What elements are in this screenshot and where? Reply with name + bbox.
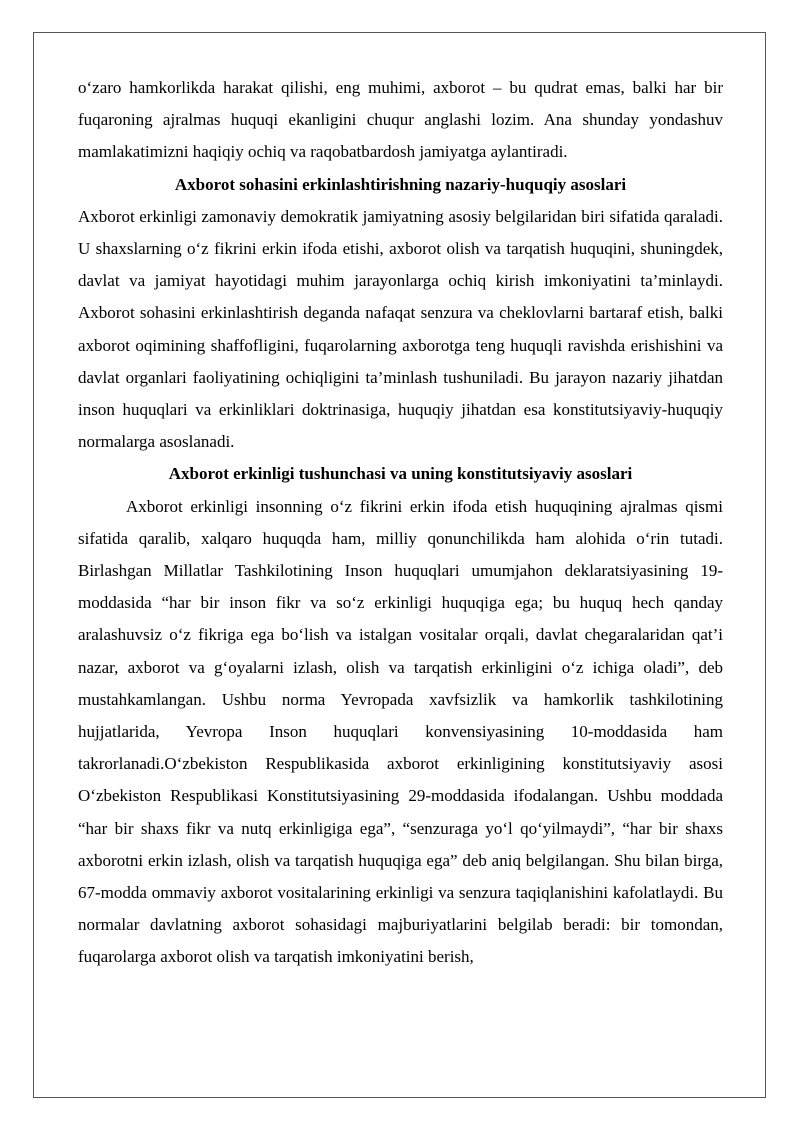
paragraph-continuation: o‘zaro hamkorlikda harakat qilishi, eng muhimi, axborot – bu qudrat emas, balki har bir fuqaroning ajralmas huquqi ekanligini chuqur anglashi lozim. Ana shunday yondashuv mamlakatimizni haqiqiy ochiq va raqobatbardosh jamiyatga aylantiradi. (78, 78, 723, 162)
paragraph-section-intro: Axborot erkinligi zamonaviy demokratik jamiyatning asosiy belgilaridan biri sifatida qaraladi. U shaxslarning o‘z fikrini erkin ifoda etishi, axborot olish va tarqatish huquqini, shuningdek, davlat va jamiyat hayotidagi muhim jarayonlarga ochiq kirish imkoniyatini ta’minlaydi. Axborot sohasini erkinlashtirish deganda nafaqat senzura va cheklovlarni bartaraf etish, balki axborot oqimining shaffofligini, fuqarolarning axborotga teng huquqli ravishda erishishini va davlat organlari faoliyatining ochiqligini ta’minlash tushuniladi. Bu jarayon nazariy jihatdan inson huquqlari va erkinliklari doktrinasiga, huquqiy jihatdan esa konstitutsiyaviy-huquqiy normalarga asoslanadi. (78, 206, 723, 452)
paragraph-constitutional-basis: Axborot erkinligi insonning o‘z fikrini erkin ifoda etish huquqining ajralmas qismi sifatida qaralib, xalqaro huquqda ham, milliy qonunchilikda ham alohida o‘rin tutadi. Birlashgan Millatlar Tashkilotining Inson huquqlari umumjahon deklaratsiyasining 19-moddasida “har bir inson fikr va so‘z erkinligi huquqiga ega; bu huquq hech qanday aralashuvsiz o‘z fikriga ega bo‘lish va istalgan vositalar orqali, davlat chegaralaridan qat’i nazar, axborot va g‘oyalarni izlash, olish va tarqatish erkinligini o‘z ichiga oladi”, deb mustahkamlangan. Ushbu norma Yevropada xavfsizlik va hamkorlik tashkilotining hujjatlarida, Yevropa Inson huquqlari konvensiyasining 10-moddasida ham takrorlanadi.O‘zbekiston Respublikasida axborot erkinligining konstitutsiyaviy asosi O‘zbekiston Respublikasi Konstitutsiyasining 29-moddasida ifodalangan. Ushbu moddada “har bir shaxs fikr va nutq erkinligiga ega”, “senzuraga yo‘l qo‘yilmaydi”, “har bir shaxs axborotni erkin izlash, olish va tarqatish huquqiga ega” deb aniq belgilangan. Shu bilan birga, 67-modda ommaviy axborot vositalarining erkinligi va senzura taqiqlanishini kafolatlaydi. Bu normalar davlatning axborot sohasidagi majburiyatlarini belgilab beradi: bir tomondan, fuqarolarga axborot olish va tarqatish imkoniyatini berish, (78, 496, 723, 967)
document-body (78, 72, 723, 974)
section-heading: Axborot sohasini erkinlashtirishning nazariy-huquqiy asoslari (174, 174, 627, 194)
subsection-heading: Axborot erkinligi tushunchasi va uning konstitutsiyaviy asoslari (168, 464, 633, 484)
